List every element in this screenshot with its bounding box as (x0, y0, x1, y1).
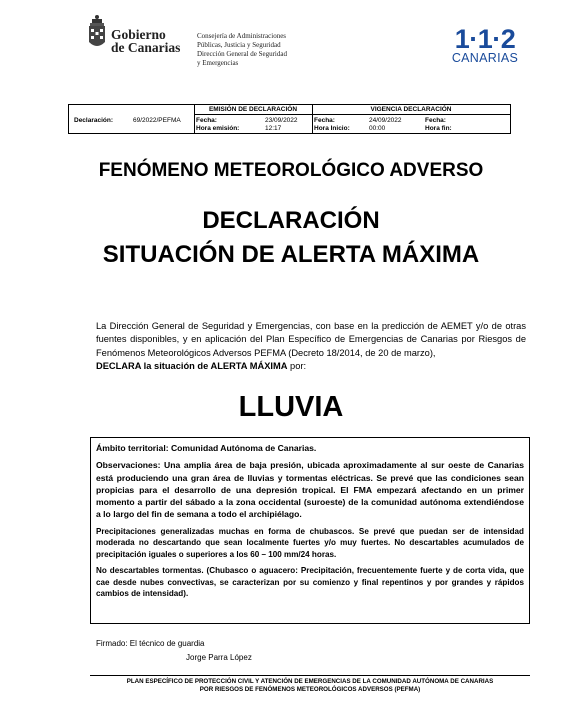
declaracion-title (0, 204, 582, 272)
emision-hora-value: 12:17 (265, 125, 282, 132)
declaracion-heading: DECLARACIÓN (202, 207, 380, 234)
tormentas: No descartables tormentas. (Chubasco o aguacero: Precipitación, frecuentemente fuerte y de corta vida, que cae desde nubes convectivas, se caracterizan por su comienzo y final repentinos y por grandes y rápidos cambios de intensidad). (96, 566, 524, 599)
intro-por: por: (287, 360, 307, 371)
consejeria-line1: Consejería de Administraciones (197, 32, 287, 40)
emision-fecha-label: Fecha: (196, 117, 217, 124)
fenomeno-title: FENÓMENO METEOROLÓGICO ADVERSO (98, 160, 484, 181)
emision-heading: EMISIÓN DE DECLARACIÓN (208, 106, 298, 113)
vigencia-heading: VIGENCIA DECLARACIÓN (370, 106, 452, 113)
vigencia-hora-value: 00:00 (369, 125, 386, 132)
consejeria-line2: Públicas, Justicia y Seguridad (197, 40, 281, 49)
situacion-heading: SITUACIÓN DE ALERTA MÁXIMA (102, 241, 480, 268)
gobierno-line1: Gobierno (111, 27, 166, 42)
footer-line2: POR RIESGOS DE FENÓMENOS METEOROLÓGICOS ADVERSOS (PEFMA) (199, 686, 421, 693)
footer-line1: PLAN ESPECÍFICO DE PROTECCIÓN CIVIL Y ATENCIÓN DE EMERGENCIAS DE LA COMUNIDAD AUTÓNOMA DE CANARIAS (126, 678, 494, 685)
signer-name: Jorge Parra López (186, 653, 252, 662)
gobierno-line2: de Canarias (111, 40, 181, 55)
direccion-line2: y Emergencias (197, 58, 239, 67)
coat-of-arms-logo (86, 14, 108, 52)
precipitaciones: Precipitaciones generalizadas muchas en forma de chubascos. Se prevé que puedan ser de intensidad moderada no descartando que sean localmente fuertes y/o muy fuertes. No descartables acumulados de precipitación iguales o superiores a los 60 – 100 mm/24 horas. (96, 526, 524, 559)
emision-hora-label: Hora emisión: (196, 125, 240, 132)
emision-fecha-value: 23/09/2022 (265, 117, 298, 124)
direccion-line1: Dirección General de Seguridad (197, 50, 287, 58)
declaracion-value: 69/2022/PEFMA (133, 117, 181, 124)
intro-text: La Dirección General de Seguridad y Emergencias, con base en la predicción de AEMET y/o de otras fuentes disponibles, y en aplicación del Plan Específico de Emergencias de Canarias por Riesgos de Fenómenos Meteorológicos Adversos PEFMA (Decreto 18/2014, de 20 de marzo), (96, 321, 526, 358)
declaration-table (68, 104, 511, 134)
vigencia-hora-fin-label: Hora fin: (425, 125, 452, 132)
phenomenon-title: LLUVIA (238, 391, 344, 423)
vigencia-hora-label: Hora Inicio: (314, 125, 350, 132)
observaciones: Observaciones: Una amplia área de baja presión, ubicada aproximadamente al sur oeste de Canarias está produciendo una gran área de lluvias y tormentas eléctricas. Se prevé que las condiciones sean propicias para el desarrollo de una depresión tropical. El FMA empezará afectando en un primer momento a partir del sábado a la zona occidental (suroeste) de la comunidad autónoma extendiéndose a lo largo del fin de semana a todo el archipiélago. (96, 460, 524, 520)
vigencia-fecha-fin-label: Fecha: (425, 117, 446, 124)
logo-112-canarias (447, 26, 523, 65)
intro-paragraph (96, 320, 526, 373)
intro-declara: DECLARA la situación de ALERTA MÁXIMA (96, 360, 288, 371)
vigencia-fecha-value: 24/09/2022 (369, 117, 402, 124)
ambito-territorial: Ámbito territorial: Comunidad Autónoma de Canarias. (96, 443, 317, 453)
logo-112-text: CANARIAS (451, 51, 519, 65)
firmado-label: Firmado: El técnico de guardia (96, 639, 205, 648)
logo-112-number: 1·1·2 (454, 24, 516, 54)
vigencia-fecha-label: Fecha: (314, 117, 335, 124)
declaracion-label: Declaración: (74, 117, 114, 124)
gobierno-wordmark (111, 28, 180, 54)
details-box (90, 437, 530, 624)
footer (90, 678, 530, 694)
footer-divider (90, 675, 530, 676)
consejeria-block (197, 32, 287, 67)
